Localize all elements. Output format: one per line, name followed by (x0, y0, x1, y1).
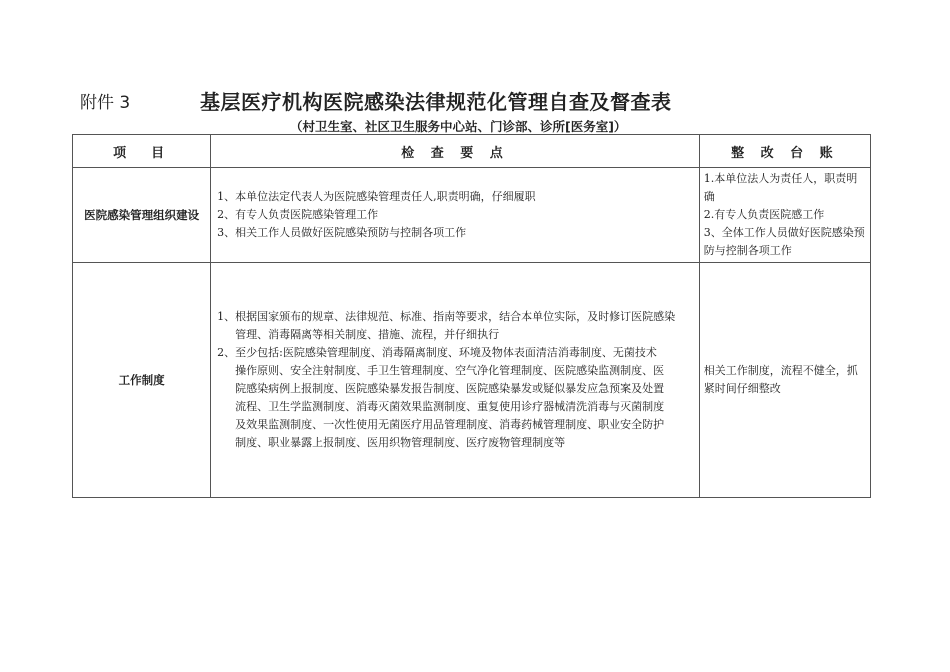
header-item: 项 目 (73, 135, 211, 168)
check-line: 1、根据国家颁布的规章、法律规范、标准、指南等要求，结合本单位实际，及时修订医院感染 (217, 310, 676, 323)
row-fix-ledger (699, 263, 870, 498)
check-line: 2、有专人负责医院感染管理工作 (217, 208, 379, 221)
check-line: 制度、职业暴露上报制度、医用织物管理制度、医疗废物管理制度等 (235, 436, 566, 449)
fix-line: 2.有专人负责医院感工作 (703, 208, 825, 221)
table-row (73, 168, 871, 263)
table-header-row (73, 135, 871, 168)
attachment-label: 附件 3 (80, 93, 131, 113)
row-check-points (211, 168, 700, 263)
header-check: 检 查 要 点 (211, 135, 700, 168)
check-line: 2、至少包括:医院感染管理制度、消毒隔离制度、环境及物体表面清洁消毒制度、无菌技术 (217, 346, 657, 359)
check-line: 流程、卫生学监测制度、消毒灭菌效果监测制度、重复使用诊疗器械清洗消毒与灭菌制度 (235, 400, 665, 413)
check-line: 操作原则、安全注射制度、手卫生管理制度、空气净化管理制度、医院感染监测制度、医 (235, 364, 665, 377)
fix-line: 3、全体工作人员做好医院感染预防与控制各项工作 (703, 226, 865, 257)
row-item: 医院感染管理组织建设 (73, 168, 211, 263)
page-title: 基层医疗机构医院感染法律规范化管理自查及督查表 (200, 90, 672, 114)
row-check-points (211, 263, 700, 498)
check-line: 3、相关工作人员做好医院感染预防与控制各项工作 (217, 226, 467, 239)
check-line: 1、本单位法定代表人为医院感染管理责任人,职责明确，仔细履职 (217, 190, 536, 203)
page-subtitle: （村卫生室、社区卫生服务中心站、门诊部、诊所[医务室]） (290, 119, 627, 134)
inspection-table (72, 134, 871, 498)
check-line: 管理、消毒隔离等相关制度、措施、流程，并仔细执行 (235, 328, 500, 341)
fix-line: 相关工作制度，流程不健全，抓紧时间仔细整改 (703, 364, 858, 395)
check-line: 及效果监测制度、一次性使用无菌医疗用品管理制度、消毒药械管理制度、职业安全防护 (235, 418, 665, 431)
header-fix: 整 改 台 账 (699, 135, 870, 168)
table-row (73, 263, 871, 498)
row-item: 工作制度 (73, 263, 211, 498)
row-fix-ledger (699, 168, 870, 263)
fix-line: 1.本单位法人为责任人，职责明确 (703, 172, 858, 203)
check-line: 院感染病例上报制度、医院感染暴发报告制度、医院感染暴发或疑似暴发应急预案及处置 (235, 382, 665, 395)
